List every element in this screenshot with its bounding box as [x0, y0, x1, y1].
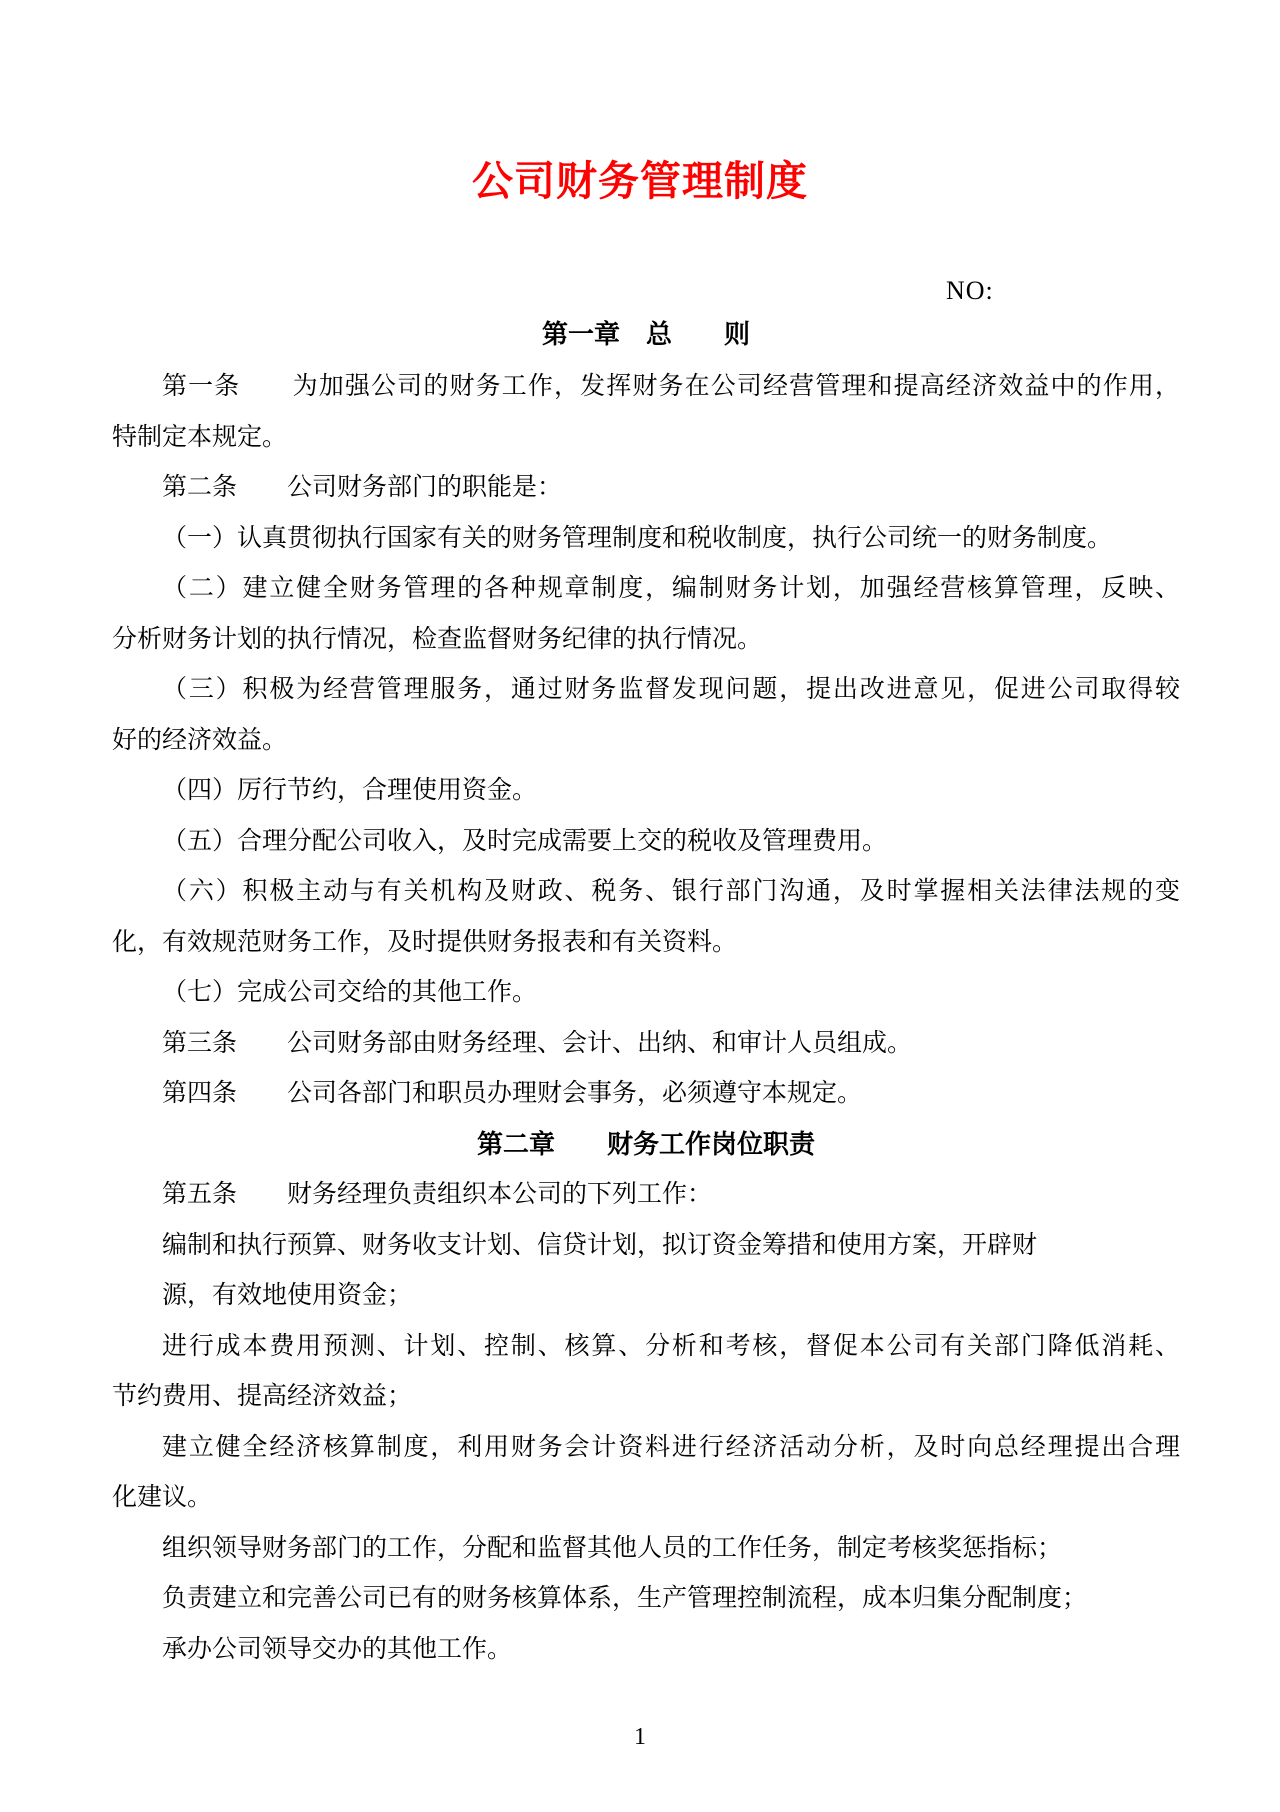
doc-line: 节约费用、提高经济效益；	[112, 1383, 413, 1410]
doc-line: 化，有效规范财务工作，及时提供财务报表和有关资料。	[112, 928, 738, 956]
doc-line: 负责建立和完善公司已有的财务核算体系，生产管理控制流程，成本归集分配制度；	[162, 1585, 1088, 1612]
page-number: 1	[634, 1724, 646, 1750]
doc-line: （六）积极主动与有关机构及财政、税务、银行部门沟通，及时掌握相关法律法规的变	[162, 878, 1180, 905]
chapter-1-heading: 第一章 总 则	[541, 320, 750, 349]
doc-line: 建立健全经济核算制度，利用财务会计资料进行经济活动分析，及时向总经理提出合理	[162, 1433, 1180, 1461]
chapter-2-heading: 第二章 财务工作岗位职责	[476, 1129, 815, 1159]
doc-number-label: NO:	[946, 276, 994, 305]
doc-line: 第五条 财务经理负责组织本公司的下列工作：	[162, 1181, 713, 1208]
doc-line: 源，有效地使用资金；	[162, 1282, 413, 1309]
doc-line: （七）完成公司交给的其他工作。	[162, 979, 538, 1006]
doc-line: （一）认真贯彻执行国家有关的财务管理制度和税收制度，执行公司统一的财务制度。	[162, 524, 1113, 552]
doc-line: （二）建立健全财务管理的各种规章制度，编制财务计划，加强经营核算管理，反映、	[162, 575, 1180, 602]
doc-line: 组织领导财务部门的工作，分配和监督其他人员的工作任务，制定考核奖惩指标；	[162, 1534, 1063, 1562]
doc-line: 特制定本规定。	[112, 423, 288, 451]
doc-line: （五）合理分配公司收入，及时完成需要上交的税收及管理费用。	[162, 827, 888, 855]
doc-line: 第二条 公司财务部门的职能是：	[162, 474, 563, 501]
doc-line: 分析财务计划的执行情况，检查监督财务纪律的执行情况。	[112, 625, 763, 653]
doc-line: 好的经济效益。	[112, 726, 288, 754]
doc-line: 第三条 公司财务部由财务经理、会计、出纳、和审计人员组成。	[162, 1029, 913, 1057]
doc-line: （四）厉行节约，合理使用资金。	[162, 777, 538, 804]
doc-line: 进行成本费用预测、计划、控制、核算、分析和考核，督促本公司有关部门降低消耗、	[162, 1332, 1180, 1360]
doc-line: 编制和执行预算、财务收支计划、信贷计划，拟订资金筹措和使用方案，开辟财	[162, 1231, 1038, 1259]
doc-line: 化建议。	[112, 1484, 213, 1511]
document-title: 公司财务管理制度	[472, 158, 808, 204]
doc-line: 承办公司领导交办的其他工作。	[162, 1635, 513, 1663]
doc-line: 第四条 公司各部门和职员办理财会事务，必须遵守本规定。	[162, 1080, 863, 1107]
document-body	[112, 362, 1180, 1675]
doc-line: 第一条 为加强公司的财务工作，发挥财务在公司经营管理和提高经济效益中的作用，	[162, 373, 1180, 400]
doc-line: （三）积极为经营管理服务，通过财务监督发现问题，提出改进意见，促进公司取得较	[162, 676, 1180, 703]
